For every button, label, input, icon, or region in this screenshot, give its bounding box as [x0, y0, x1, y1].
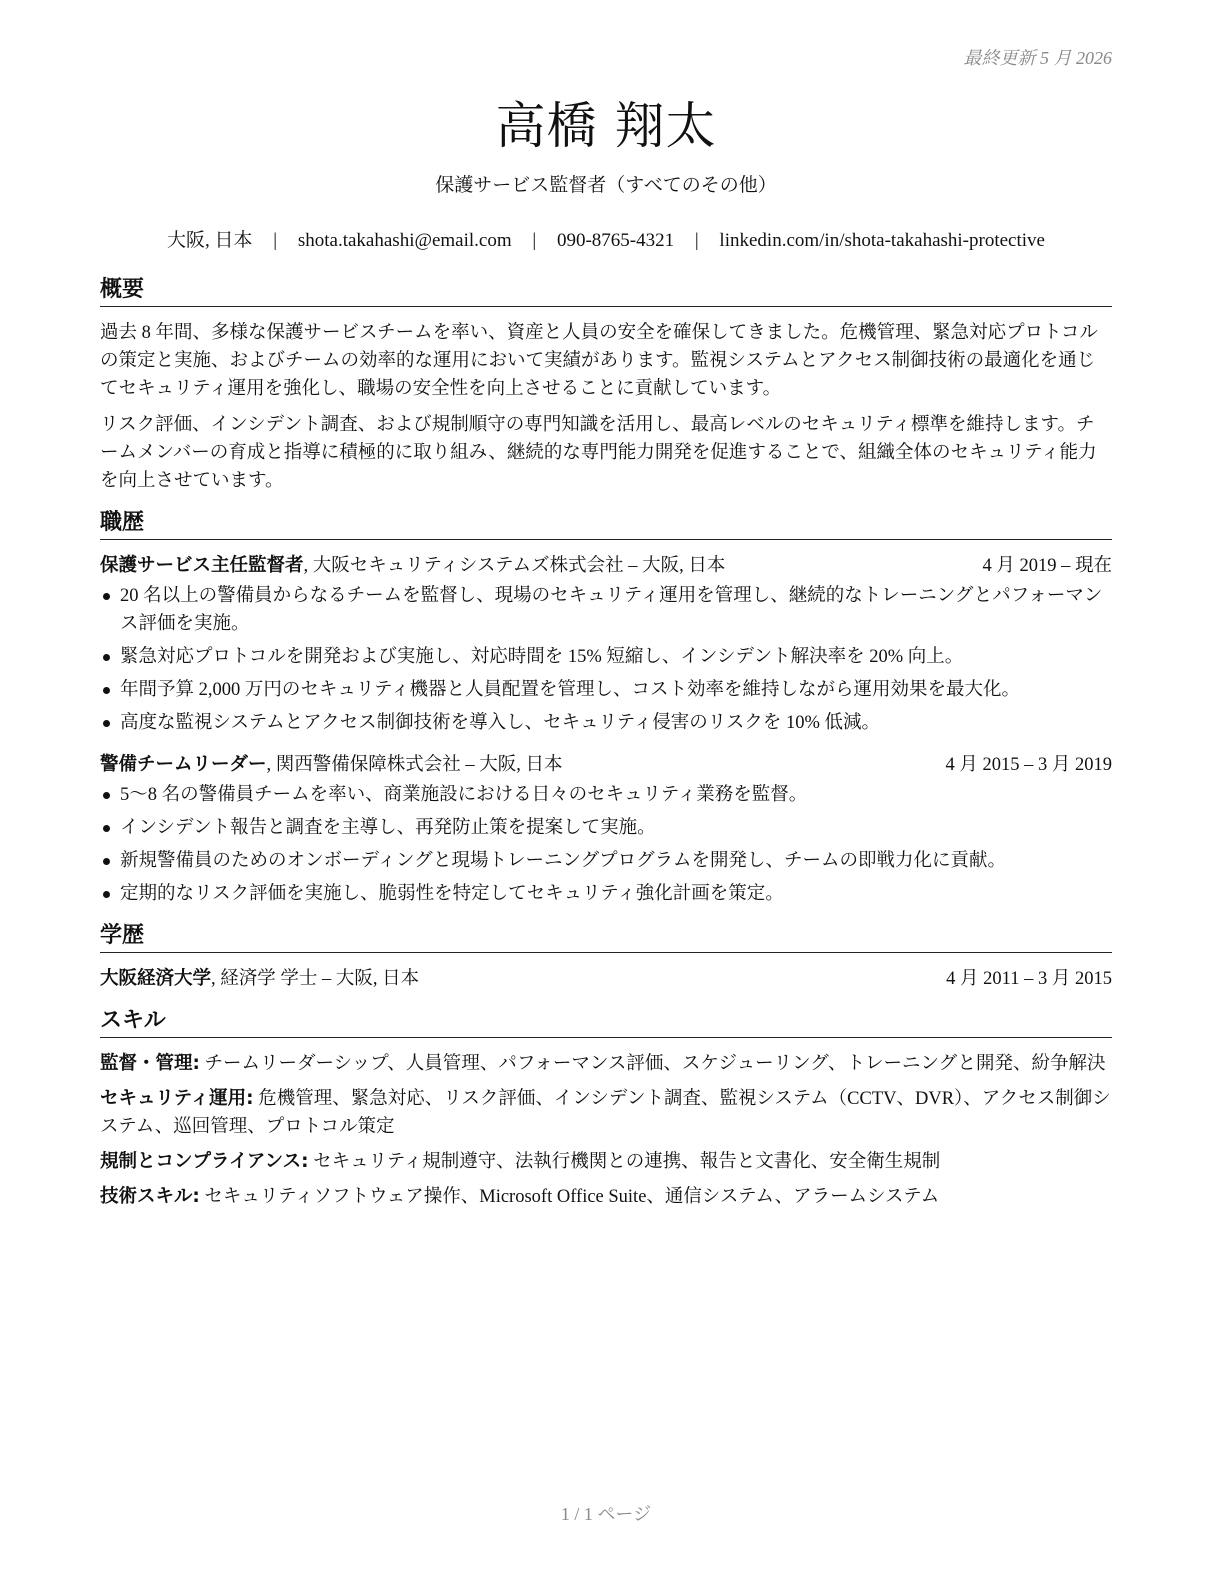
- bullet-text: 年間予算 2,000 万円のセキュリティ機器と人員配置を管理し、コスト効率を維持しながら運用効果を最大化。: [120, 680, 1021, 700]
- education-line: [100, 965, 419, 993]
- bullet-text: 緊急対応プロトコルを開発および実施し、対応時間を 15% 短縮し、インシデント解決率を 20% 向上。: [120, 647, 964, 667]
- contact-location: 大阪, 日本: [167, 230, 253, 251]
- summary-paragraph: リスク評価、インシデント調査、および規制順守の専門知識を活用し、最高レベルのセキュリティ標準を維持します。チームメンバーの育成と指導に積極的に取り組み、継続的な専門能力開発を促進することで、組織全体のセキュリティ能力を向上させています。: [100, 415, 1097, 491]
- list-item: [100, 676, 1112, 704]
- skills-section: [100, 1007, 1112, 1211]
- job-organization: , 関西警備保障株式会社 – 大阪, 日本: [266, 755, 563, 775]
- job-title: 警備チームリーダー: [100, 754, 267, 775]
- skill-category: セキュリティ運用:: [100, 1088, 254, 1109]
- summary-section: [100, 276, 1112, 495]
- resume-page: [100, 0, 1112, 1584]
- resume-content: [100, 276, 1112, 1225]
- school-name: 大阪経済大学: [100, 968, 212, 989]
- contact-email[interactable]: shota.takahashi@email.com: [297, 230, 512, 251]
- bullet-icon: [103, 792, 110, 799]
- job-organization: , 大阪セキュリティシステムズ株式会社 – 大阪, 日本: [303, 556, 726, 576]
- bullet-text: 高度な監視システムとアクセス制御技術を導入し、セキュリティ侵害のリスクを 10% 低減。: [120, 713, 881, 733]
- skill-items: チームリーダーシップ、人員管理、パフォーマンス評価、スケジューリング、トレーニングと開発、紛争解決: [199, 1054, 1106, 1074]
- education-entry: [100, 965, 1112, 993]
- section-title-experience: 職歴: [100, 509, 1112, 540]
- contact-line: [100, 225, 1112, 252]
- skill-group: [100, 1050, 1112, 1078]
- bullet-icon: [103, 720, 110, 727]
- job-dates: 4 月 2015 – 3 月 2019: [945, 755, 1112, 775]
- bullet-icon: [103, 687, 110, 694]
- skill-category: 監督・管理:: [100, 1053, 200, 1074]
- job-dates: 4 月 2019 – 現在: [982, 556, 1112, 576]
- last-updated-date: 最終更新 5 月 2026: [963, 48, 1112, 68]
- skill-items: セキュリティ規制遵守、法執行機関との連携、報告と文書化、安全衛生規制: [308, 1152, 941, 1172]
- skill-items: 危機管理、緊急対応、リスク評価、インシデント調査、監視システム（CCTV、DVR）、アクセス制御システム、巡回管理、プロトコル策定: [100, 1089, 1111, 1137]
- contact-separator: |: [694, 230, 699, 251]
- skill-group: [100, 1183, 1112, 1211]
- list-item: [100, 814, 1112, 842]
- job-role-line: [100, 552, 725, 580]
- section-title-summary: 概要: [100, 276, 1112, 307]
- list-item: [100, 781, 1112, 809]
- contact-linkedin[interactable]: linkedin.com/in/shota-takahashi-protective: [719, 230, 1045, 251]
- job-header: [100, 751, 1112, 779]
- job-headline: 保護サービス監督者（すべてのその他）: [435, 175, 777, 196]
- bullet-icon: [103, 858, 110, 865]
- contact-separator: |: [532, 230, 537, 251]
- education-header: [100, 965, 1112, 993]
- list-item: [100, 847, 1112, 875]
- summary-paragraph: 過去 8 年間、多様な保護サービスチームを率い、資産と人員の安全を確保してきました。危機管理、緊急対応プロトコルの策定と実施、およびチームの効率的な運用において実績があります。監視システムとアクセス制御技術の最適化を通じてセキュリティ運用を強化し、職場の安全性を向上させることに貢献しています。: [100, 323, 1098, 399]
- contact-phone[interactable]: 090-8765-4321: [556, 230, 675, 251]
- list-item: [100, 880, 1112, 908]
- education-section: [100, 922, 1112, 993]
- section-title-education: 学歴: [100, 922, 1112, 953]
- job-bullet-list: [100, 781, 1112, 908]
- job-role-line: [100, 751, 563, 779]
- job-title: 保護サービス主任監督者: [100, 555, 304, 576]
- job-header: [100, 552, 1112, 580]
- bullet-text: 定期的なリスク評価を実施し、脆弱性を特定してセキュリティ強化計画を策定。: [120, 884, 784, 904]
- skill-category: 技術スキル:: [100, 1186, 200, 1207]
- page-indicator: 1 / 1 ページ: [560, 1504, 652, 1524]
- skill-group: [100, 1148, 1112, 1176]
- skill-group: [100, 1085, 1112, 1141]
- bullet-text: 20 名以上の警備員からなるチームを監督し、現場のセキュリティ運用を管理し、継続的なトレーニングとパフォーマンス評価を実施。: [120, 586, 1103, 634]
- skill-items: セキュリティソフトウェア操作、Microsoft Office Suite、通信システム、アラームシステム: [199, 1187, 940, 1207]
- bullet-text: インシデント報告と調査を主導し、再発防止策を提案して実施。: [120, 818, 656, 838]
- degree-detail: , 経済学 学士 – 大阪, 日本: [211, 969, 420, 989]
- experience-section: [100, 509, 1112, 908]
- education-dates: 4 月 2011 – 3 月 2015: [946, 969, 1112, 989]
- bullet-icon: [103, 891, 110, 898]
- bullet-text: 新規警備員のためのオンボーディングと現場トレーニングプログラムを開発し、チームの即戦力化に貢献。: [120, 851, 1006, 871]
- candidate-name: 高橋 翔太: [495, 97, 717, 155]
- skill-category: 規制とコンプライアンス:: [100, 1151, 309, 1172]
- bullet-icon: [103, 825, 110, 832]
- job-entry: [100, 751, 1112, 908]
- bullet-icon: [103, 593, 110, 600]
- bullet-icon: [103, 654, 110, 661]
- job-bullet-list: [100, 582, 1112, 737]
- list-item: [100, 709, 1112, 737]
- list-item: [100, 582, 1112, 638]
- list-item: [100, 643, 1112, 671]
- contact-separator: |: [273, 230, 278, 251]
- section-title-skills: スキル: [100, 1007, 1112, 1038]
- bullet-text: 5〜8 名の警備員チームを率い、商業施設における日々のセキュリティ業務を監督。: [120, 785, 808, 805]
- job-entry: [100, 552, 1112, 737]
